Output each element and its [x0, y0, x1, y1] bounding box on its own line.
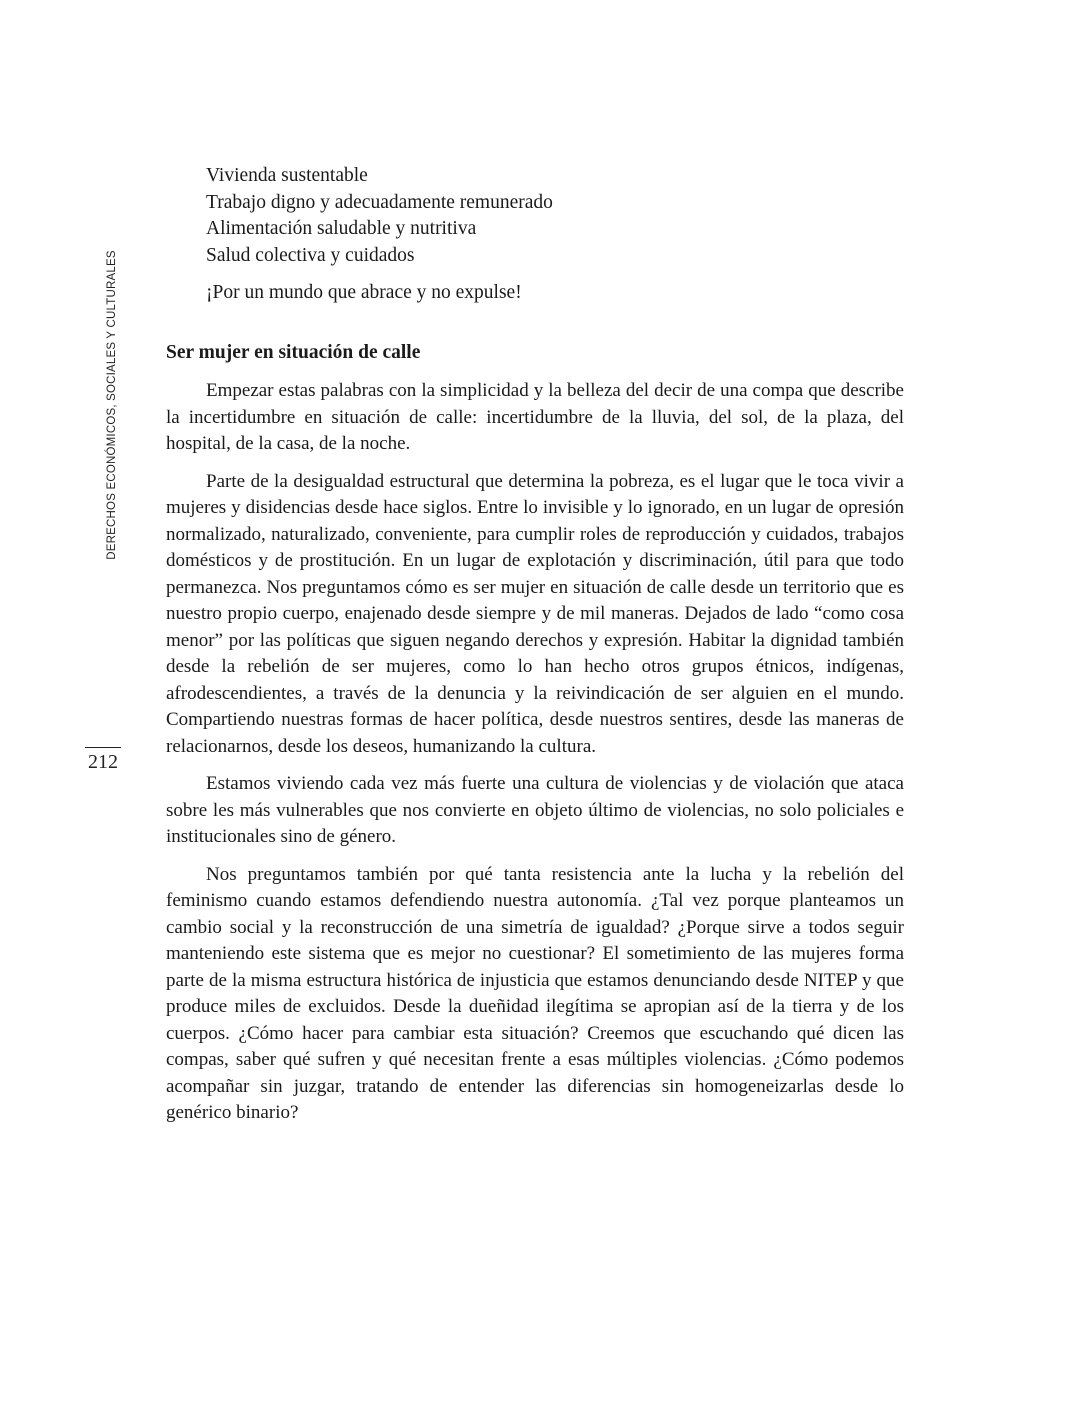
- paragraph: Empezar estas palabras con la simplicidad y la belleza del decir de una compa que describe la incertidumbre en situación de calle: incertidumbre de la lluvia, del sol, de la plaza, del hospital, de la casa, de la noche.: [166, 380, 904, 454]
- paragraph: Estamos viviendo cada vez más fuerte una cultura de violencias y de violación que ataca sobre les más vulnerables que nos convierte en objeto último de violencias, no solo policiales e institucionales sino de género.: [166, 773, 904, 847]
- section-heading: Ser mujer en situación de calle: [166, 342, 421, 363]
- list-item: Trabajo digno y adecuadamente remunerado: [206, 191, 553, 213]
- rights-list: [206, 163, 906, 269]
- slogan: ¡Por un mundo que abrace y no expulse!: [206, 282, 522, 303]
- paragraph: Nos preguntamos también por qué tanta resistencia ante la lucha y la rebelión del feminismo cuando estamos defendiendo nuestra autonomía. ¿Tal vez porque planteamos un cambio social y la reconstrucción de una simetría de igualdad? ¿Porque sirve a todos seguir manteniendo este sistema que es mejor no cuestionar? El sometimiento de las mujeres forma parte de la misma estructura histórica de injusticia que estamos denunciando desde NITEP y que produce miles de excluidos. Desde la dueñidad ilegítima se apropian así de la tierra y de los cuerpos. ¿Cómo hacer para cambiar esta situación? Creemos que escuchando qué dicen las compas, saber qué sufren y qué necesitan frente a esas múltiples violencias. ¿Cómo podemos acompañar sin juzgar, tratando de entender las diferencias sin homogeneizarlas desde lo genérico binario?: [166, 863, 904, 1123]
- list-item: Salud colectiva y cuidados: [206, 244, 415, 266]
- running-head: DERECHOS ECONÓMICOS, SOCIALES Y CULTURALES: [106, 250, 118, 560]
- paragraph: Parte de la desigualdad estructural que determina la pobreza, es el lugar que le toca vivir a mujeres y disidencias desde hace siglos. Entre lo invisible y lo ignorado, en un lugar de opresión normalizado, naturalizado, conveniente, para cumplir roles de reproducción y cuidados, trabajos domésticos y de prostitución. En un lugar de explotación y discriminación, útil para que todo permanezca. Nos preguntamos cómo es ser mujer en situación de calle desde un territorio que es nuestro propio cuerpo, enajenado desde siempre y de mil maneras. Dejados de lado “como cosa menor” por las políticas que siguen negando derechos y expresión. Habitar la dignidad también desde la rebelión de ser mujeres, como lo han hecho otros grupos étnicos, indígenas, afrodescendientes, a través de la denuncia y la reivindicación de ser alguien en el mundo. Compartiendo nuestras formas de hacer política, desde nuestros sentires, desde las maneras de relacionarnos, desde los deseos, humanizando la cultura.: [166, 470, 904, 757]
- page-number-rule: [85, 747, 121, 748]
- list-item: Vivienda sustentable: [206, 165, 368, 186]
- list-item: Alimentación saludable y nutritiva: [206, 218, 477, 239]
- body-text: [166, 378, 904, 1138]
- page-number: 212: [88, 751, 118, 773]
